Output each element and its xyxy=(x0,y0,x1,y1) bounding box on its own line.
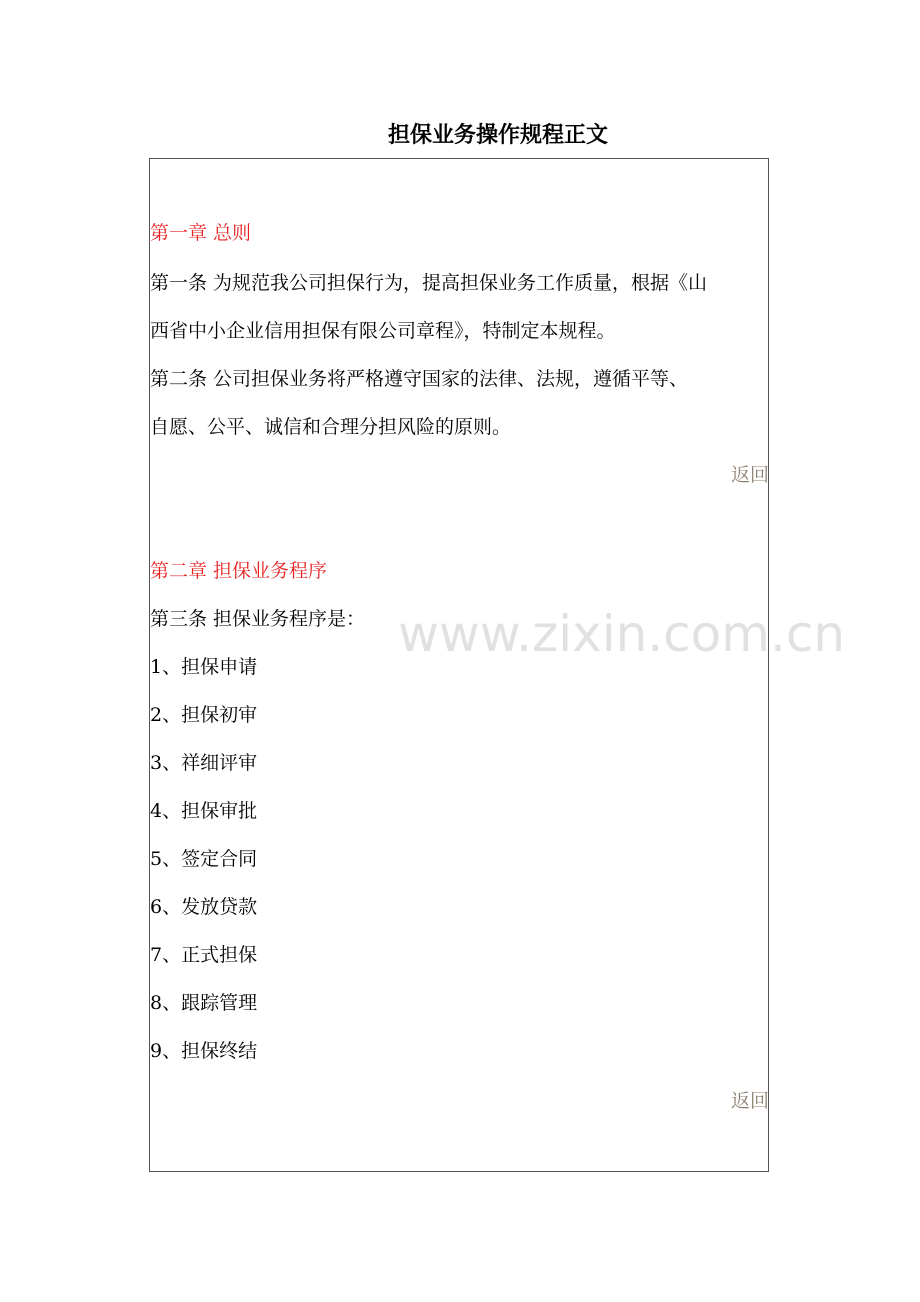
article-2-line-1: 第二条 公司担保业务将严格遵守国家的法律、法规，遵循平等、 xyxy=(150,368,689,390)
document-title: 担保业务操作规程正文 xyxy=(388,123,609,148)
procedure-step: 8、跟踪管理 xyxy=(150,992,258,1014)
chapter-2-heading: 第二章 担保业务程序 xyxy=(150,560,328,582)
article-1-line-1: 第一条 为规范我公司担保行为，提高担保业务工作质量，根据《山 xyxy=(150,272,708,294)
procedure-step: 2、担保初审 xyxy=(150,704,258,726)
back-link-chapter-2[interactable]: 返回 xyxy=(730,1090,769,1112)
back-link-chapter-1[interactable]: 返回 xyxy=(730,464,769,486)
chapter-1-heading: 第一章 总则 xyxy=(150,222,252,244)
article-3-intro: 第三条 担保业务程序是： xyxy=(150,608,366,630)
procedure-step: 7、正式担保 xyxy=(150,944,258,966)
article-1-line-2: 西省中小企业信用担保有限公司章程》，特制定本规程。 xyxy=(150,320,616,342)
procedure-step: 5、签定合同 xyxy=(150,848,258,870)
procedure-step: 3、祥细评审 xyxy=(150,752,258,774)
procedure-step: 4、担保审批 xyxy=(150,800,258,822)
article-2-line-2: 自愿、公平、诚信和合理分担风险的原则。 xyxy=(150,416,512,438)
watermark: www.zixin.com.cn xyxy=(398,605,846,663)
procedure-step: 6、发放贷款 xyxy=(150,896,258,918)
procedure-step: 1、担保申请 xyxy=(150,656,258,678)
procedure-step: 9、担保终结 xyxy=(150,1040,258,1062)
